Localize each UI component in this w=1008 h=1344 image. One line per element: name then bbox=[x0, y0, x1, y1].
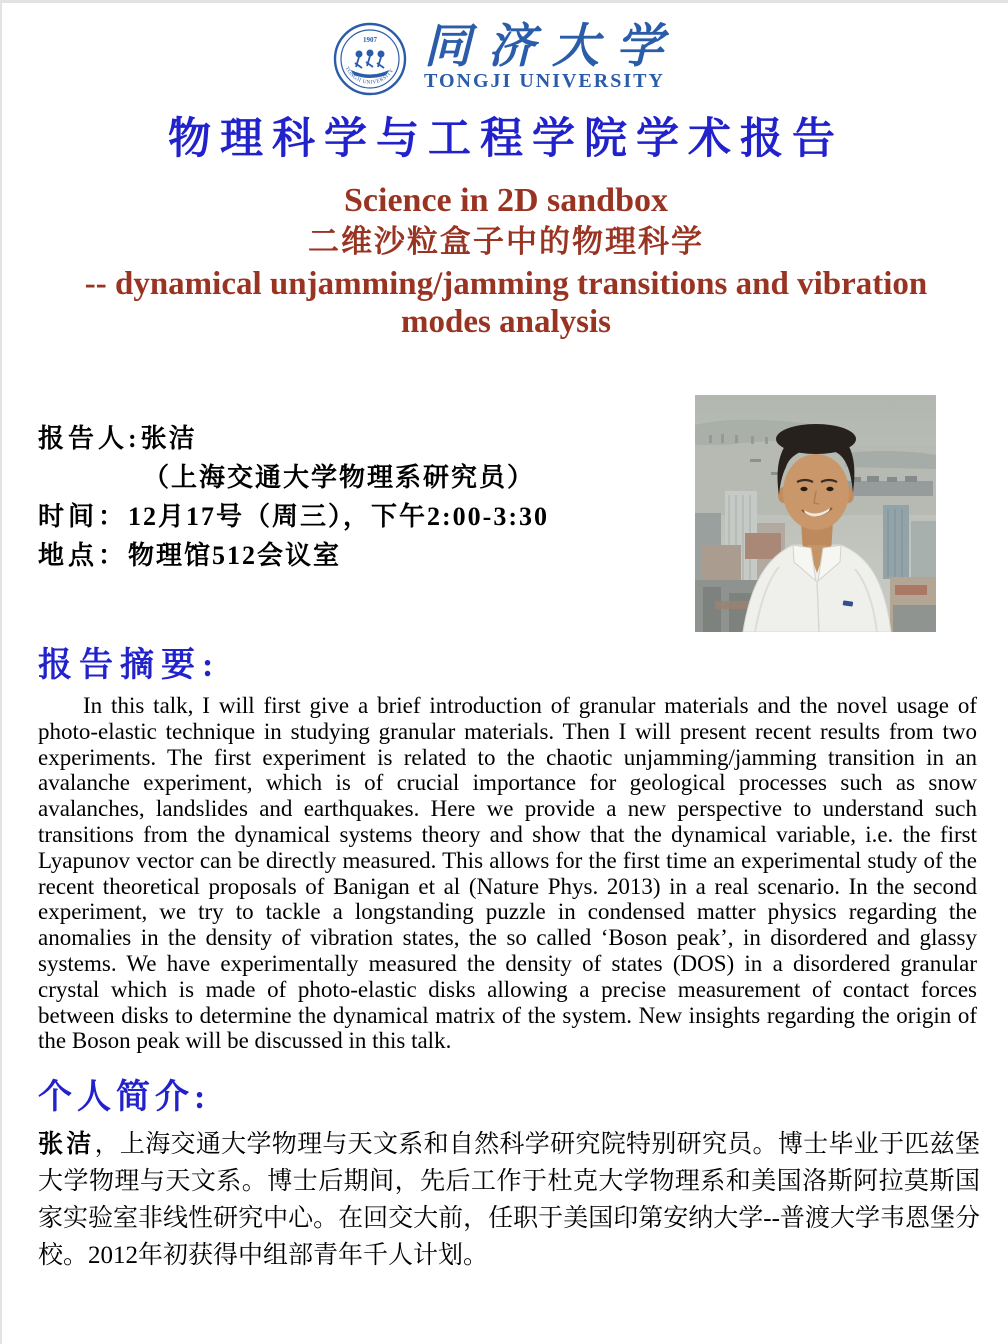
bio-speaker-name: 张洁 bbox=[38, 1131, 95, 1159]
seminar-poster bbox=[2, 3, 1008, 1344]
speaker-photo bbox=[695, 395, 936, 632]
university-wordmark bbox=[424, 20, 680, 92]
bio-text: ，上海交通大学物理与天文系和自然科学研究院特别研究员。博士毕业于匹兹堡大学物理与天文系。博士后期间，先后工作于杜克大学物理系和美国洛斯阿拉莫斯国家实验室非线性研究中心。在回交大前，任职于美国印第安纳大学--普渡大学韦恩堡分校。2012年初获得中组部青年千人计划。 bbox=[38, 1131, 980, 1270]
speaker-line bbox=[38, 419, 658, 458]
talk-title-block bbox=[2, 181, 1008, 341]
bio-body bbox=[38, 1126, 980, 1274]
location-label: 地点： bbox=[38, 541, 129, 570]
time-label: 时间： bbox=[38, 502, 129, 531]
time-line bbox=[38, 497, 658, 536]
university-name-en: TONGJI UNIVERSITY bbox=[424, 69, 665, 92]
talk-title-cn: 二维沙粒盒子中的物理科学 bbox=[308, 224, 704, 259]
svg-text:1907: 1907 bbox=[363, 35, 377, 44]
bio-heading: 个人简介: bbox=[38, 1079, 211, 1117]
abstract-heading: 报告摘要: bbox=[38, 647, 221, 684]
university-name-cn: 同济大学 bbox=[424, 20, 680, 73]
university-logo bbox=[2, 3, 1008, 99]
abstract-body: In this talk, I will first give a brief introduction of granular materials and the novel usage of photo-elastic technique in studying granular materials. Then I will present recent results from two experiments. The first experiment is related to the chaotic unjamming/jamming transition in an avalanche experiment, which is of crucial importance for geological processes such as snow avalanches, landslides and earthquakes. Here we provide a new perspective to understand such transitions from the dynamical systems theory and show that the dynamical variable, i.e. the first Lyapunov vector can be directly measured. This allows for the first time an experimental study of the recent theoretical proposals of Banigan et al (Nature Phys. 2013) in a real scenario. In the second experiment, we try to tackle a longstanding puzzle in condensed matter physics regarding the anomalies in the density of vibration states, the so called ‘Boson peak’, in disordered and glassy systems. We have experimentally measured the density of states (DOS) in a disordered granular crystal which is made of photo-elastic disks allowing a precise measurement of contact forces between disks to determine the dynamical matrix of the system. New insights regarding the origin of the Boson peak will be discussed in this talk. bbox=[38, 693, 977, 1054]
tongji-seal-icon bbox=[332, 18, 408, 98]
speaker-affiliation: （上海交通大学物理系研究员） bbox=[143, 463, 536, 492]
talk-subtitle: -- dynamical unjamming/jamming transitions and vibration modes analysis bbox=[84, 266, 928, 340]
svg-text:TONGJI UNIVERSITY: TONGJI UNIVERSITY bbox=[343, 65, 396, 86]
department-heading: 物理科学与工程学院学术报告 bbox=[168, 116, 844, 163]
speaker-photo-graphic bbox=[695, 395, 936, 632]
speaker-label: 报告人: bbox=[38, 424, 141, 453]
location-line bbox=[38, 536, 658, 575]
talk-details bbox=[38, 419, 658, 575]
speaker-name: 张洁 bbox=[140, 424, 197, 453]
location-value: 物理馆512会议室 bbox=[128, 541, 342, 570]
talk-title-en: Science in 2D sandbox bbox=[344, 182, 668, 219]
time-value: 12月17号（周三），下午2:00-3:30 bbox=[128, 502, 549, 531]
